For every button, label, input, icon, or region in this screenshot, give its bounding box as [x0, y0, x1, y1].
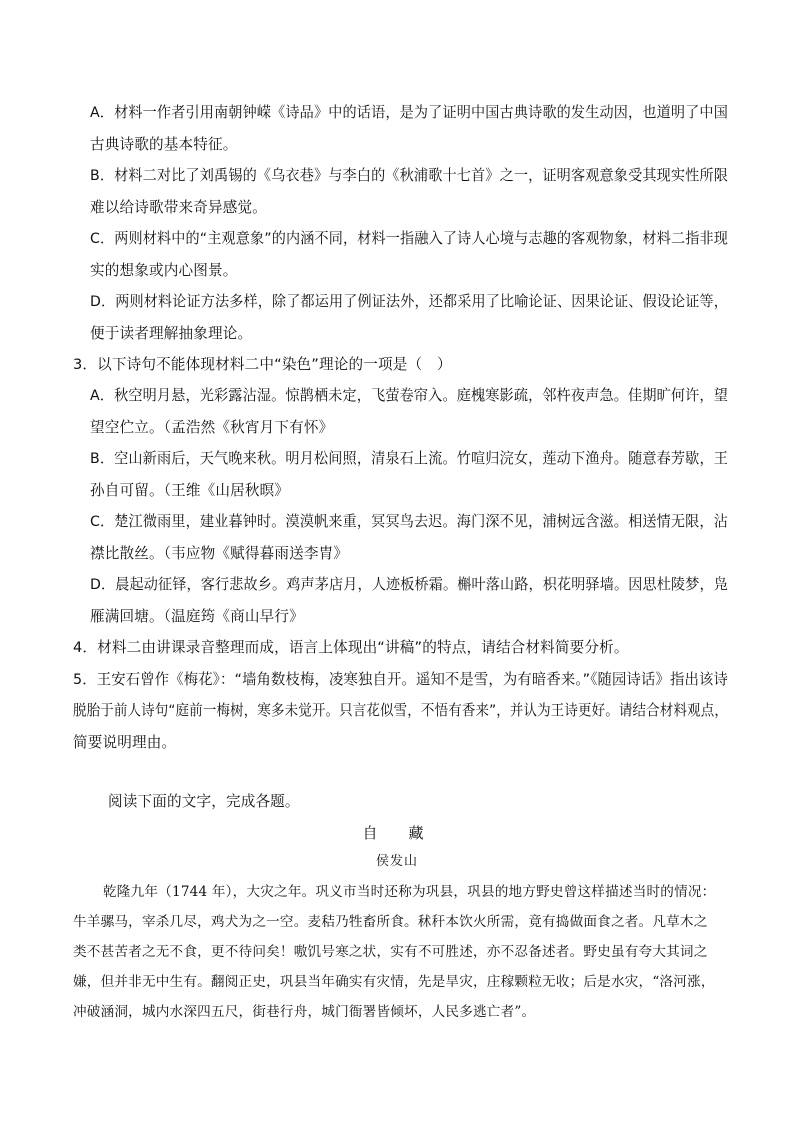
passage-line-1: 乾隆九年（1744 年），大灾之年。巩义市当时还称为巩县，巩县的地方野史曾这样描述当时的情况： [103, 884, 716, 900]
reading-instruction: 阅读下面的文字，完成各题。 [108, 793, 300, 810]
q4-text: 4．材料二由讲课录音整理而成，语言上体现出“讲稿”的特点，请结合材料简要分析。 [73, 639, 629, 656]
q5-line3: 简要说明理由。 [73, 734, 177, 751]
q3-option-d-line2: 雁满回塘。（温庭筠《商山早行》 [90, 608, 304, 625]
q5-line2: 脱胎于前人诗句“庭前一梅树，寒多未觉开。只言花似雪，不悟有香来”，并认为王诗更好。请结合材料观点， [73, 702, 728, 719]
q2-option-a-line2: 古典诗歌的基本特征。 [90, 136, 238, 153]
passage-line-4: 嫌，但并非无中生有。翻阅正史，巩县当年确实有灾情，先是旱灾，庄稼颗粒无收；后是水灾，“洛河涨， [73, 974, 715, 990]
q3-option-b-line1: B．空山新雨后，天气晚来秋。明月松间照，清泉石上流。竹喧归浣女，莲动下渔舟。随意春芳歇，王 [90, 450, 729, 467]
q3-option-c-line2: 襟比散丝。（韦应物《赋得暮雨送李胄》 [90, 545, 349, 562]
q2-option-c-line2: 实的想象或内心图景。 [90, 262, 238, 279]
passage-title: 自 藏 [362, 824, 432, 842]
passage-author: 侯发山 [375, 854, 418, 869]
q2-option-d-line1: D．两则材料论证方法多样，除了都运用了例证法外，还都采用了比喻论证、因果论证、假设论证等， [90, 293, 729, 310]
passage-line-2: 牛羊骡马，宰杀几尽，鸡犬为之一空。麦秸乃牲畜所食。秫秆本饮火所需，竟有捣做面食之者。凡草木之 [73, 914, 708, 930]
q2-option-b-line1: B．材料二对比了刘禹锡的《乌衣巷》与李白的《秋浦歌十七首》之一，证明客观意象受其现实性所限 [90, 167, 729, 184]
passage-line-5: 冲破涵洞，城内水深四五尺，街巷行舟，城门衙署皆倾坏，人民多逃亡者”。 [73, 1004, 536, 1020]
q2-option-a-line1: A．材料一作者引用南朝钟嵘《诗品》中的话语，是为了证明中国古典诗歌的发生动因，也道明了中国 [90, 104, 728, 121]
q3-option-a-line1: A．秋空明月悬，光彩露沾湿。惊鹊栖未定，飞萤卷帘入。庭槐寒影疏，邻杵夜声急。佳期旷何许，望 [90, 387, 728, 404]
passage-line-3: 类不甚苦者之无不食，更不待问矣！嗷饥号寒之状，实有不可胜述，亦不忍备述者。野史虽有夸大其词之 [73, 944, 708, 960]
q3-option-b-line2: 孙自可留。（王维《山居秋暝》 [90, 482, 290, 499]
q3-option-a-line2: 望空伫立。（孟浩然《秋宵月下有怀》 [90, 419, 334, 436]
q3-option-d-line1: D．晨起动征铎，客行悲故乡。鸡声茅店月，人迹板桥霜。槲叶落山路，枳花明驿墙。因思杜陵梦，凫 [90, 576, 729, 593]
q2-option-b-line2: 难以给诗歌带来奇异感觉。 [90, 199, 267, 216]
q2-option-d-line2: 便于读者理解抽象理论。 [90, 325, 253, 342]
q3-option-c-line1: C．楚江微雨里，建业暮钟时。漠漠帆来重，冥冥鸟去迟。海门深不见，浦树远含滋。相送情无限，沾 [90, 513, 728, 530]
q5-line1: 5．王安石曾作《梅花》：“墙角数枝梅，凌寒独自开。遥知不是雪，为有暗香来。”《随园诗话》指出该诗 [73, 671, 728, 688]
q3-stem: 3．以下诗句不能体现材料二中“染色”理论的一项是（ ） [73, 356, 452, 373]
q2-option-c-line1: C．两则材料中的“主观意象”的内涵不同，材料一指融入了诗人心境与志趣的客观物象，材料二指非现 [90, 230, 728, 247]
